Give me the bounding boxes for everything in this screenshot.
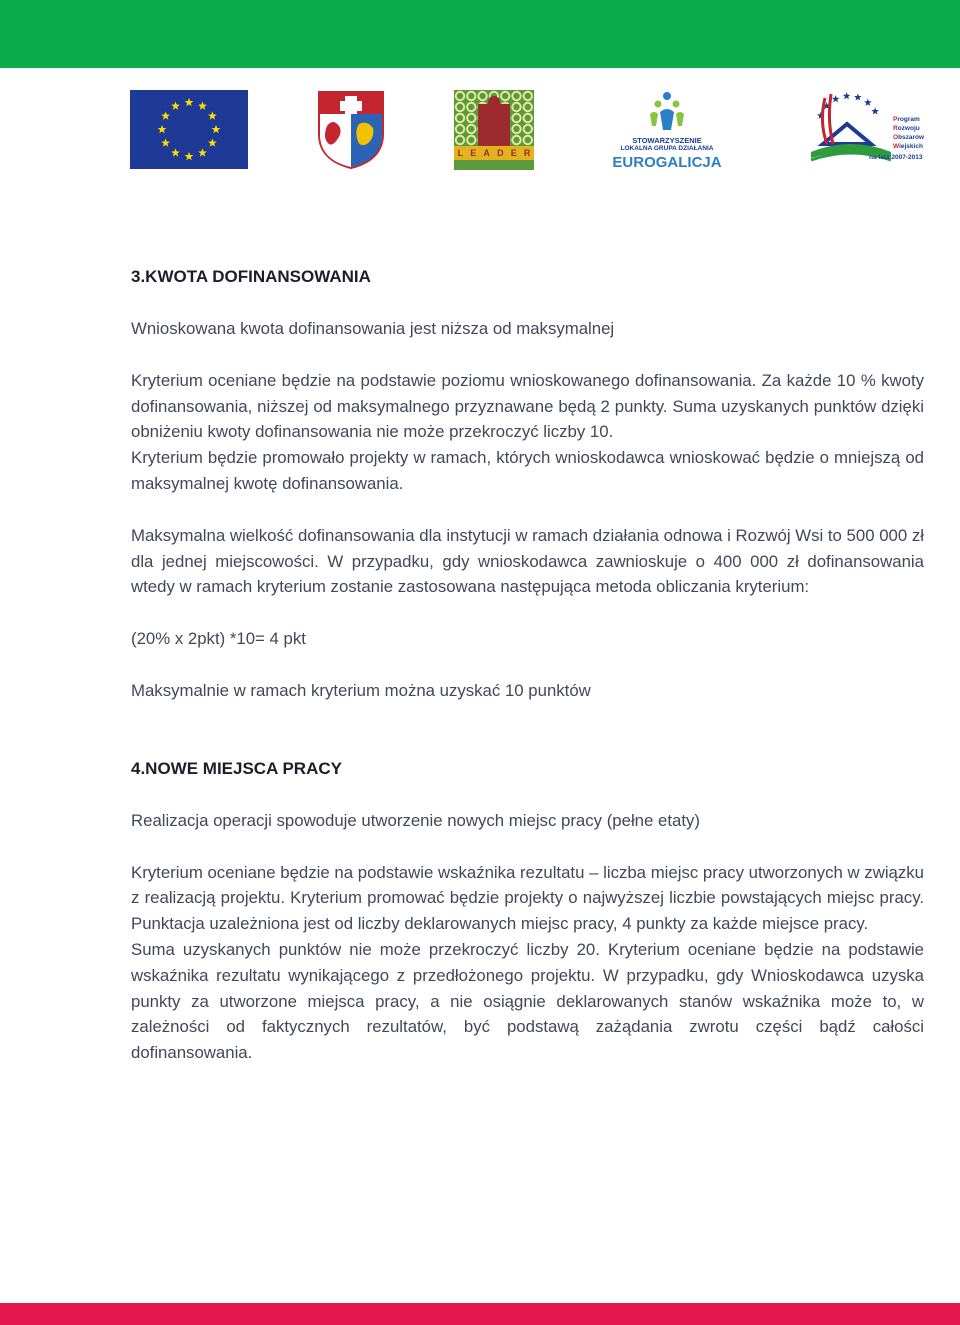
eurogalicja-line1: STOWARZYSZENIE [632,136,702,145]
eurogalicja-logo [604,90,730,174]
prow-line2 [893,125,920,132]
star-icon [843,92,851,99]
section-4-paragraph-2: Suma uzyskanych punktów nie może przekroczyć liczby 20. Kryterium oceniane będzie na podstawie wskaźnika rezultatu wynikającego z przedłożonego projektu. W przypadku, gdy Wnioskodawca uzyska punkty za utworzone miejsca pracy, a nie osiągnie deklarowanych stanów wskaźnika może to, w zależności od faktycznych rezultatów, być podstawą zażądania zwrotu części bądź całości dofinansowania. [131,939,924,1063]
section-3-max-points: Maksymalnie w ramach kryterium można uzyskać 10 punktów [131,680,591,700]
prow-line1 [893,116,920,123]
coat-of-arms-logo [317,90,385,170]
eu-flag-logo [130,90,248,169]
section-3-paragraph-2: Kryterium będzie promowało projekty w ramach, których wnioskodawca wnioskować będzie o mniejszą od maksymalnej kwotę dofinansowania. [131,448,924,493]
prow-word-4: iejskich [899,143,923,150]
leader-letter: E [470,148,477,158]
star-icon [854,93,862,100]
star-icon [871,107,879,114]
prow-word-1: rogram [897,116,920,123]
section-3-paragraph-3: Maksymalna wielkość dofinansowania dla instytucji w ramach działania odnowa i Rozwój Wsi to 500 000 zł dla jednej miejscowości. W przypadku, gdy wnioskodawca zawnioskuje o 400 000 zł dofinansowania wtedy w ramach kryterium zostanie zastosowana następująca metoda obliczania kryterium: [131,525,924,597]
prow-word-3: bszarów [898,134,925,141]
prow-logo [803,86,927,170]
leader-letter: D [497,148,504,158]
star-icon [832,95,840,102]
prow-word-2: ozwoju [897,125,920,132]
prow-initial-3: O [893,134,899,141]
logo-strip [0,86,960,178]
section-4-subtitle: Realizacja operacji spowoduje utworzenie nowych miejsc pracy (pełne etaty) [131,810,700,830]
section-3-paragraph-1: Kryterium oceniane będzie na podstawie poziomu wnioskowanego dofinansowania. Za każde 10 % kwoty dofinansowania, niższej od maksymalnego przyznawane będą 2 punkty. Suma uzyskanych punktów dzięki obniżeniu kwoty dofinansowania nie może przekroczyć liczby 10. [131,370,924,442]
eurogalicja-line2: LOKALNA GRUPA DZIAŁANIA [620,145,714,152]
prow-initial-1: P [893,116,898,123]
section-3-subtitle: Wnioskowana kwota dofinansowania jest niższa od maksymalnej [131,319,615,338]
leader-letter: R [523,148,531,158]
prow-years: na lata 2007-2013 [869,154,923,161]
prow-initial-4: W [893,143,900,150]
section-3-formula: (20% x 2pkt) *10= 4 pkt [131,629,306,649]
prow-initial-2: R [893,125,898,132]
top-green-bar [0,0,960,68]
leader-logo [454,90,534,170]
eurogalicja-name: EUROGALICJA [612,154,722,171]
leader-letter: L [457,148,464,158]
section-4-paragraph-1: Kryterium oceniane będzie na podstawie wskaźnika rezultatu – liczba miejsc pracy utworzonych w związku z realizacją projektu. Kryterium promować będzie projekty o najwyższej liczbie powstających miejsc pracy. Punktacja uzależniona jest od liczby deklarowanych miejsc pracy, 4 punkty za każde miejsce pracy. [131,862,924,934]
leader-letter: A [483,148,490,158]
section-3-heading: 3.KWOTA DOFINANSOWANIA [131,267,371,286]
people-icon [604,90,730,136]
prow-line4 [893,143,923,150]
prow-line3 [893,134,924,141]
document-body [131,264,924,1066]
bottom-red-bar [0,1303,960,1325]
star-icon [864,99,872,106]
section-4-heading: 4.NOWE MIEJSCA PRACY [131,758,342,778]
leader-letter: E [510,148,517,158]
